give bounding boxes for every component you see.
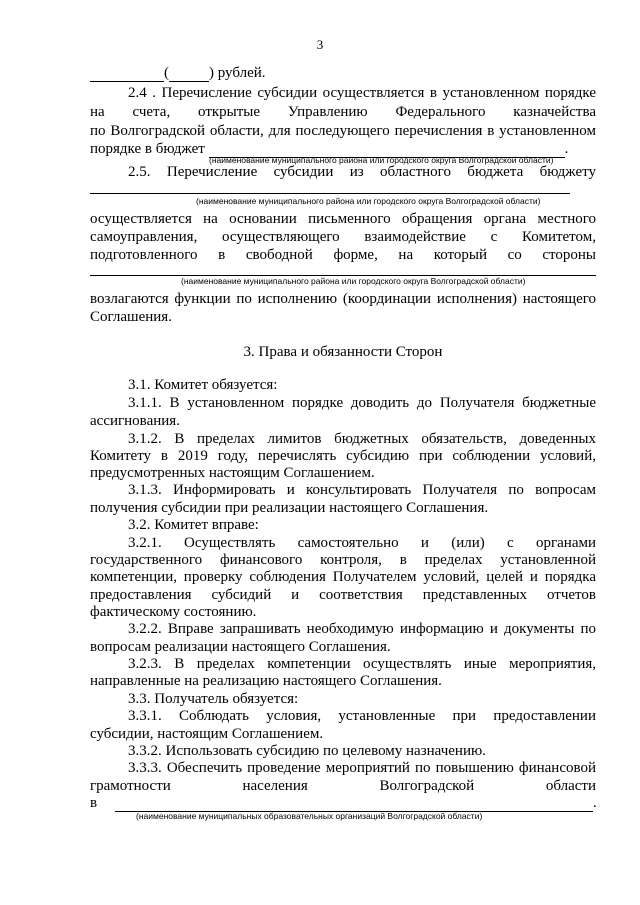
item-3-1-2-line-2: Комитету в 2019 году, перечислять субсидию при соблюдении условий,: [90, 448, 596, 464]
item-3-1-3-line-1: 3.1.3. Информировать и консультировать Получателя по вопросам: [128, 482, 596, 498]
item-3-2-1-line-1: 3.2.1. Осуществлять самостоятельно и (или) с органами: [128, 535, 596, 551]
organizations-blank: [115, 797, 593, 812]
item-3-2-3-line-2: направленные на реализацию настоящего Соглашения.: [90, 673, 442, 689]
section-3-heading: 3. Права и обязанности Сторон: [243, 344, 443, 360]
item-3-3-2: 3.3.2. Использовать субсидию по целевому назначению.: [128, 743, 486, 759]
item-3-1-3-line-2: получения субсидии при реализации настоящего Соглашения.: [90, 500, 489, 516]
item-3-1-1-line-2: ассигнования.: [90, 413, 180, 429]
item-3-2-1-line-2: государственного финансового контроля, в пределах установленной: [90, 552, 596, 568]
item-3-1-2-line-3: предусмотренных настоящим Соглашением.: [90, 465, 375, 481]
para-2-5-line-4: подготовленного в свободной форме, на который со стороны: [90, 247, 596, 263]
item-3-3-3-line-2: грамотности населения Волгоградской области: [90, 778, 596, 794]
caption-municipality-1: (наименование муниципального района или городского округа Волгоградской области): [209, 155, 554, 165]
item-3-3-1-line-1: 3.3.1. Соблюдать условия, установленные при предоставлении: [128, 708, 596, 724]
item-3-2-1-line-3: компетенции, проверку соблюдения Получателем условий, целей и порядка: [90, 569, 596, 585]
rubles-text: ) рублей.: [209, 65, 266, 81]
para-2-5-line-2: осуществляется на основании письменного обращения органа местного: [90, 211, 596, 227]
para-2-5-line-1: 2.5. Перечисление субсидии из областного бюджета бюджету: [128, 164, 596, 180]
blank-line-1: [90, 193, 570, 194]
amount-words-blank: [169, 67, 209, 82]
item-3-2-1-line-5: фактическому состоянию.: [90, 604, 257, 620]
amount-blank: [90, 67, 164, 82]
amount-line: [90, 64, 596, 82]
para-2-4-line-1: 2.4 . Перечисление субсидии осуществляется в установленном порядке: [128, 85, 596, 101]
item-3-1-2-line-1: 3.1.2. В пределах лимитов бюджетных обязательств, доведенных: [128, 431, 596, 447]
item-3-2-1-line-4: предоставления субсидий и соответствия представленных отчетов: [90, 587, 596, 603]
item-3-2: 3.2. Комитет вправе:: [128, 517, 259, 533]
caption-municipality-3: (наименование муниципального района или городского округа Волгоградской области): [181, 276, 526, 286]
item-3-3-3-line-3: [90, 794, 596, 812]
period: .: [564, 141, 569, 157]
in-text: в: [90, 795, 98, 811]
item-3-2-3-line-1: 3.2.3. В пределах компетенции осуществлять иные мероприятия,: [128, 656, 596, 672]
item-3-3-1-line-2: субсидии, настоящим Соглашением.: [90, 726, 324, 742]
period-2: .: [592, 795, 597, 811]
item-3-2-2-line-2: вопросам реализации настоящего Соглашения.: [90, 639, 391, 655]
paren-open: (: [164, 65, 169, 81]
item-3-1: 3.1. Комитет обязуется:: [128, 377, 278, 393]
para-2-5-line-3: самоуправления, осуществляющего взаимодействие с Комитетом,: [90, 229, 596, 245]
caption-municipality-2: (наименование муниципального района или городского округа Волгоградской области): [196, 196, 541, 206]
para-2-4-line-3: по Волгоградской области, для последующего перечисления в установленном: [90, 123, 596, 139]
budget-text: порядке в бюджет: [90, 141, 205, 157]
caption-organizations: (наименование муниципальных образовательных организаций Волгоградской области): [136, 811, 483, 821]
para-2-5-line-6: Соглашения.: [90, 309, 172, 325]
item-3-2-2-line-1: 3.2.2. Вправе запрашивать необходимую информацию и документы по: [128, 621, 596, 637]
para-2-4-line-2: на счета, открытые Управлению Федерального казначейства: [90, 104, 596, 120]
para-2-5-line-5: возлагаются функции по исполнению (координации исполнения) настоящего: [90, 291, 596, 307]
page-number: 3: [316, 37, 324, 52]
item-3-3-3-line-1: 3.3.3. Обеспечить проведение мероприятий по повышению финансовой: [128, 760, 596, 776]
item-3-1-1-line-1: 3.1.1. В установленном порядке доводить до Получателя бюджетные: [128, 395, 596, 411]
item-3-3: 3.3. Получатель обязуется:: [128, 691, 299, 707]
